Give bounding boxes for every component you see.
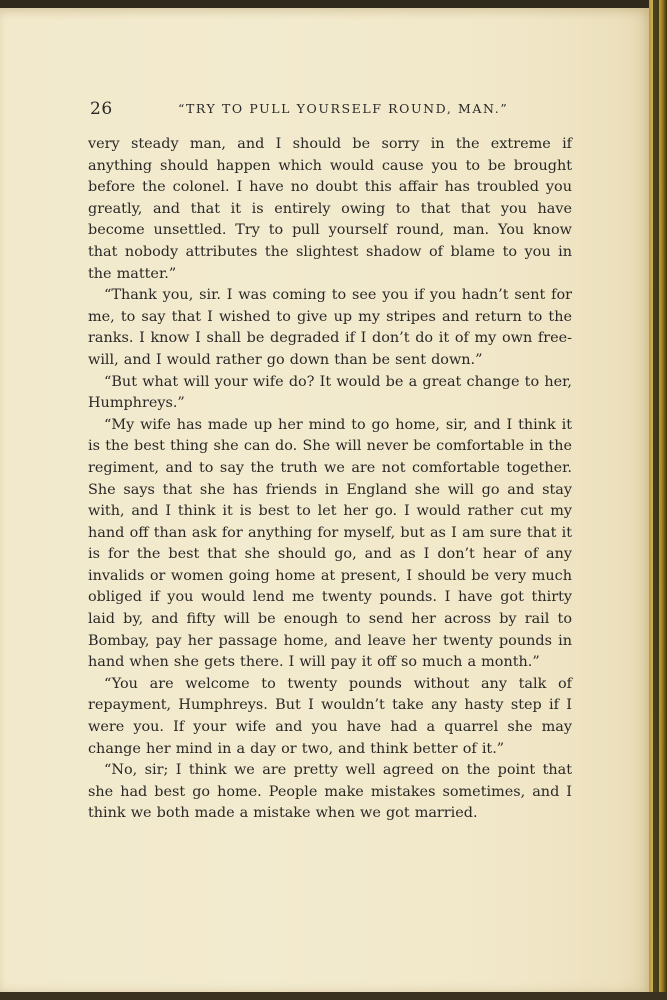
- page-paper: [0, 8, 651, 992]
- top-edge: [0, 0, 667, 8]
- paragraph: “But what will your wife do? It would be a great change to her, Humphreys.”: [88, 373, 572, 412]
- bottom-edge: [0, 992, 667, 1000]
- page-header: [90, 99, 590, 123]
- paragraph: “Thank you, sir. I was coming to see you if you hadn’t sent for me, to say that I wished to give up my stripes and return to the ranks. I know I shall be degraded if I don’t do it of my own free-will, and I would rather go down than be sent down.”: [88, 287, 572, 368]
- paragraph: “No, sir; I think we are pretty well agreed on the point that she had best go home. People make mistakes sometimes, and I think we both made a mistake when we got married.: [88, 762, 572, 822]
- page-number: 26: [90, 99, 113, 119]
- paragraph: “You are welcome to twenty pounds without any talk of repayment, Humphreys. But I wouldn’t take any hasty step if I were you. If your wife and you have had a quarrel she may change her mind in a day or two, and think better of it.”: [88, 675, 572, 757]
- book-spine-edge: [649, 0, 667, 1000]
- paragraph: very steady man, and I should be sorry in the extreme if anything should happen which would cause you to be brought before the colonel. I have no doubt this affair has troubled you greatly, and that it is entirely owing to that that you have become unsettled. Try to pull yourself round, man. You know that nobody attributes the slightest shadow of blame to you in the matter.”: [88, 136, 572, 282]
- running-head: “TRY TO PULL YOURSELF ROUND, MAN.”: [178, 101, 509, 116]
- body-text: [88, 134, 572, 825]
- spine-stripe: [653, 0, 659, 1000]
- paragraph: “My wife has made up her mind to go home, sir, and I think it is the best thing she can do. She will never be comfortable in the regiment, and to say the truth we are not comfortable together. She says that she has friends in England she will go and stay with, and I think it is best to let her go. I would rather cut my hand off than ask for anything for myself, but as I am sure that it is for the best that she should go, and as I don’t hear of any invalids or women going home at present, I should be very much obliged if you would lend me twenty pounds. I have got thirty laid by, and fifty will be enough to send her across by rail to Bombay, pay her passage home, and leave her twenty pounds in hand when she gets there. I will pay it off so much a month.”: [88, 416, 572, 671]
